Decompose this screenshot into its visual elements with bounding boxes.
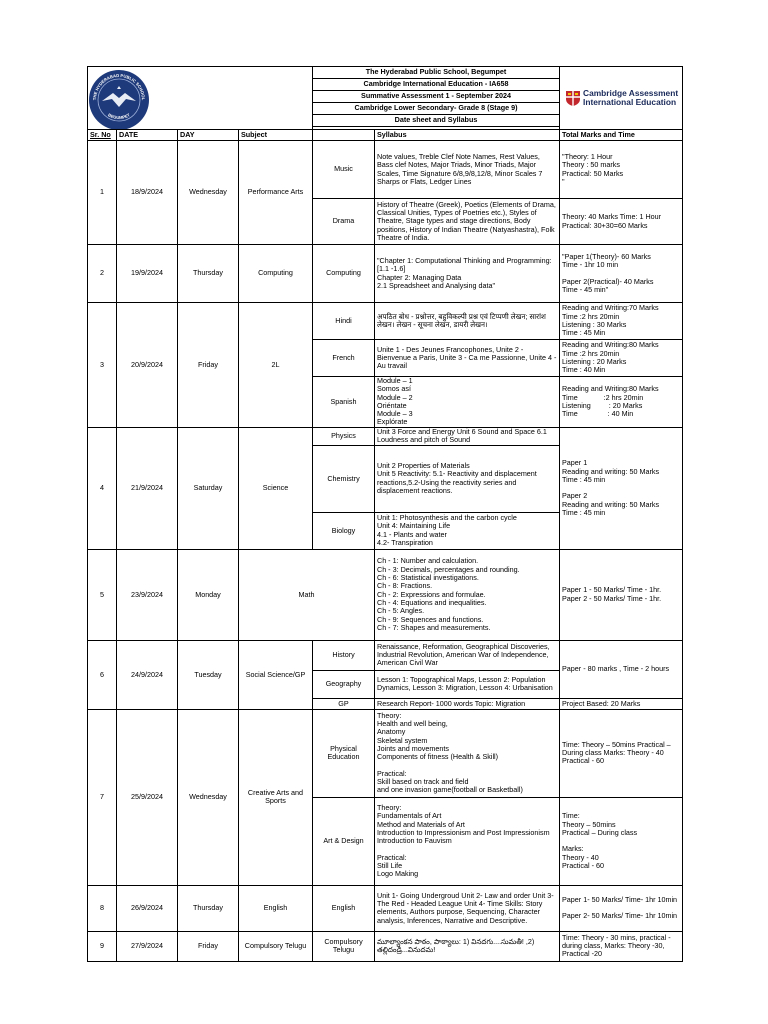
cambridge-line-1: Cambridge Assessment — [583, 87, 679, 98]
marks-cell: Reading and Writing:70 Marks Time :2 hrs 20min Listening : 30 Marks Time : 45 Min — [560, 303, 683, 340]
subject-cell: 2L — [239, 303, 313, 428]
schedule-table — [87, 66, 683, 962]
marks-cell: Project Based: 20 Marks — [560, 698, 683, 709]
marks-cell: Paper 1 Reading and writing: 50 Marks Time : 45 min Paper 2 Reading and writing: 50 Marks Time : 45 min — [560, 427, 683, 549]
svg-text:THE HYDERABAD PUBLIC SCHOOL: THE HYDERABAD PUBLIC SCHOOL — [91, 72, 147, 101]
subpart-cell: Music — [313, 141, 375, 199]
col-date: DATE — [117, 130, 178, 141]
subject-cell: Compulsory Telugu — [239, 931, 313, 961]
table-row — [88, 141, 683, 199]
date-cell: 19/9/2024 — [117, 245, 178, 303]
sr-cell: 9 — [88, 931, 117, 961]
marks-cell: Time: Theory - 30 mins, practical - during class, Marks: Theory -30, Practical -20 — [560, 931, 683, 961]
syllabus-cell: Theory: Fundamentals of Art Method and Materials of Art Introduction to Impressionism and Post Impressionism Introduction to Fauvism Practical: Still Life Logo Making — [375, 797, 560, 885]
day-cell: Monday — [178, 549, 239, 640]
syllabus-cell: Unit 2 Properties of Materials Unit 5 Reactivity: 5.1- Reactivity and displacement reactions,5.2-Using the reactivity series and displacement reactions. — [375, 445, 560, 512]
subpart-cell: Spanish — [313, 377, 375, 428]
subpart-cell: Computing — [313, 245, 375, 303]
day-cell: Wednesday — [178, 709, 239, 885]
marks-cell: Paper - 80 marks , Time - 2 hours — [560, 640, 683, 698]
syllabus-cell: Theory: Health and well being, Anatomy Skeletal system Joints and movements Components of fitness (Health & Skill) Practical: Skill based on track and field and one invasion game(football or Basketball) — [375, 709, 560, 797]
table-row — [88, 245, 683, 303]
table-row — [88, 549, 683, 640]
subpart-cell: Physics — [313, 427, 375, 445]
subpart-cell: English — [313, 885, 375, 931]
cambridge-shield-icon — [566, 91, 580, 106]
subject-cell: Science — [239, 427, 313, 549]
syllabus-cell: మూల్యాంకన పాఠం, పాఠ్యాలు: 1) వినదగు....సుమతీ! ,2) తల్లిదండ్రి...వినుదమ! — [375, 931, 560, 961]
table-row — [88, 427, 683, 445]
syllabus-cell: History of Theatre (Greek), Poetics (Elements of Drama, Classical Unities, Types of Poetries etc.), Styles of Theatre, Stage types and stage directions, Body positions, History of Indian Theatre (Natyashastra), Folk Theatre of India. — [375, 199, 560, 245]
syllabus-cell: "Chapter 1: Computational Thinking and Programming: [1.1 -1.6] Chapter 2: Managing Data 2.1 Spreadsheet and Analysing data" — [375, 245, 560, 303]
subpart-cell: Physical Education — [313, 709, 375, 797]
subject-cell: Computing — [239, 245, 313, 303]
syllabus-cell: Ch - 1: Number and calculation. Ch - 3: Decimals, percentages and rounding. Ch - 6: Statistical investigations. Ch - 8: Fractions. Ch - 2: Expressions and formulae. Ch - 4: Equations and inequalities. Ch - 5: Angles. Ch - 9: Sequences and functions. Ch - 7: Shapes and measurements. — [375, 549, 560, 640]
marks-cell: "Paper 1(Theory)- 60 Marks Time - 1hr 10 min Paper 2(Practical)- 40 Marks Time - 45 min" — [560, 245, 683, 303]
syllabus-cell: Unit 1: Photosynthesis and the carbon cycle Unit 4: Maintaining Life 4.1 - Plants and water 4.2- Transpiration — [375, 512, 560, 549]
marks-cell: Time: Theory – 50mins Practical – During class Marks: Theory - 40 Practical - 60 — [560, 797, 683, 885]
subject-cell: Social Science/GP — [239, 640, 313, 709]
table-row — [88, 709, 683, 797]
col-syllabus: Syllabus — [375, 130, 560, 141]
header-title: Date sheet and Syllabus — [313, 115, 560, 127]
col-subpart — [313, 130, 375, 141]
syllabus-cell: Research Report- 1000 words Topic: Migration — [375, 698, 560, 709]
header-assessment: Summative Assessment 1 - September 2024 — [313, 91, 560, 103]
subject-cell: Creative Arts and Sports — [239, 709, 313, 885]
day-cell: Friday — [178, 931, 239, 961]
subpart-cell: GP — [313, 698, 375, 709]
subpart-cell: Biology — [313, 512, 375, 549]
marks-cell: Time: Theory – 50mins Practical – During class Marks: Theory - 40 Practical - 60 — [560, 709, 683, 797]
date-cell: 18/9/2024 — [117, 141, 178, 245]
subpart-cell: Art & Design — [313, 797, 375, 885]
school-logo — [88, 67, 150, 130]
date-cell: 24/9/2024 — [117, 640, 178, 709]
date-cell: 25/9/2024 — [117, 709, 178, 885]
col-day: DAY — [178, 130, 239, 141]
subject-cell: English — [239, 885, 313, 931]
subpart-cell: Hindi — [313, 303, 375, 340]
header-grade: Cambridge Lower Secondary- Grade 8 (Stage 9) — [313, 103, 560, 115]
date-cell: 21/9/2024 — [117, 427, 178, 549]
header-program: Cambridge International Education - IA658 — [313, 79, 560, 91]
syllabus-cell: Unit 1- Going Undergroud Unit 2- Law and order Unit 3- The Red - Headed League Unit 4- Time Skills: Story elements, Authors purpose, Sequencing, Character analysis, Inferences, Narrative and Descriptive. — [375, 885, 560, 931]
subpart-cell: Drama — [313, 199, 375, 245]
cambridge-logo-cell — [560, 67, 683, 130]
marks-cell: Paper 1- 50 Marks/ Time- 1hr 10min Paper 2- 50 Marks/ Time- 1hr 10min — [560, 885, 683, 931]
marks-cell: Paper 1 - 50 Marks/ Time - 1hr. Paper 2 - 50 Marks/ Time - 1hr. — [560, 549, 683, 640]
sr-cell: 4 — [88, 427, 117, 549]
col-marks: Total Marks and Time — [560, 130, 683, 141]
marks-cell: "Theory: 1 Hour Theory : 50 marks Practical: 50 Marks " — [560, 141, 683, 199]
sr-cell: 3 — [88, 303, 117, 428]
date-cell: 26/9/2024 — [117, 885, 178, 931]
date-cell: 27/9/2024 — [117, 931, 178, 961]
day-cell: Saturday — [178, 427, 239, 549]
syllabus-cell: Renaissance, Reformation, Geographical Discoveries, Industrial Revolution, American War of Independence, American Civil War — [375, 640, 560, 670]
sr-cell: 6 — [88, 640, 117, 709]
table-row — [88, 931, 683, 961]
sr-cell: 7 — [88, 709, 117, 885]
subpart-cell: History — [313, 640, 375, 670]
subpart-cell: French — [313, 340, 375, 377]
syllabus-cell: Unit 3 Force and Energy Unit 6 Sound and Space 6.1 Loudness and pitch of Sound — [375, 427, 560, 445]
subject-cell: Math — [239, 549, 375, 640]
day-cell: Thursday — [178, 885, 239, 931]
day-cell: Tuesday — [178, 640, 239, 709]
marks-cell: Reading and Writing:80 Marks Time :2 hrs 20min Listening : 20 Marks Time : 40 Min — [560, 340, 683, 377]
subpart-cell: Chemistry — [313, 445, 375, 512]
sr-cell: 1 — [88, 141, 117, 245]
sr-cell: 5 — [88, 549, 117, 640]
date-sheet — [87, 66, 682, 962]
subpart-cell: Geography — [313, 670, 375, 698]
syllabus-cell: Unite 1 - Des Jeunes Francophones, Unite 2 - Bienvenue a Paris, Unite 3 - Ca me Passionne, Unite 4 - Au travail — [375, 340, 560, 377]
sr-cell: 2 — [88, 245, 117, 303]
school-logo-cell — [88, 67, 313, 130]
column-header-row — [88, 130, 683, 141]
sr-cell: 8 — [88, 885, 117, 931]
day-cell: Wednesday — [178, 141, 239, 245]
table-row — [88, 885, 683, 931]
day-cell: Thursday — [178, 245, 239, 303]
date-cell: 23/9/2024 — [117, 549, 178, 640]
date-cell: 20/9/2024 — [117, 303, 178, 428]
header-school-name: The Hyderabad Public School, Begumpet — [313, 67, 560, 79]
syllabus-cell: Module – 1 Somos así Module – 2 Oriéntate Module – 3 Explórate — [375, 377, 560, 428]
marks-cell: Theory: 40 Marks Time: 1 Hour Practical: 30+30=60 Marks — [560, 199, 683, 245]
table-row — [88, 303, 683, 340]
cambridge-line-2: International Education — [583, 97, 677, 107]
subject-cell: Performance Arts — [239, 141, 313, 245]
marks-cell: Reading and Writing:80 Marks Time :2 hrs 20min Listening : 20 Marks Time : 40 Min — [560, 377, 683, 428]
svg-text:BEGUMPET: BEGUMPET — [107, 112, 131, 121]
table-row — [88, 640, 683, 670]
col-sr-no: Sr. No — [88, 130, 117, 141]
syllabus-cell: Lesson 1: Topographical Maps, Lesson 2: Population Dynamics, Lesson 3: Migration, Lesson 4: Urbanisation — [375, 670, 560, 698]
syllabus-cell: Note values, Treble Clef Note Names, Rest Values, Bass clef Notes, Major Triads, Minor Triads, Major Scales, Time Signature 6/8,9/8,12/8, Minor Scales 7 Sharps or Flats, Ledger Lines — [375, 141, 560, 199]
col-subject: Subject — [239, 130, 313, 141]
day-cell: Friday — [178, 303, 239, 428]
cambridge-logo — [566, 89, 682, 108]
subpart-cell: Compulsory Telugu — [313, 931, 375, 961]
syllabus-cell: अपठित बोध - प्रश्नोत्तर, बहुविकल्पी प्रश्न एवं टिप्पणी लेखन; सारांश लेखन। लेखन - सूचना लेखन, डायरी लेखन। — [375, 303, 560, 340]
